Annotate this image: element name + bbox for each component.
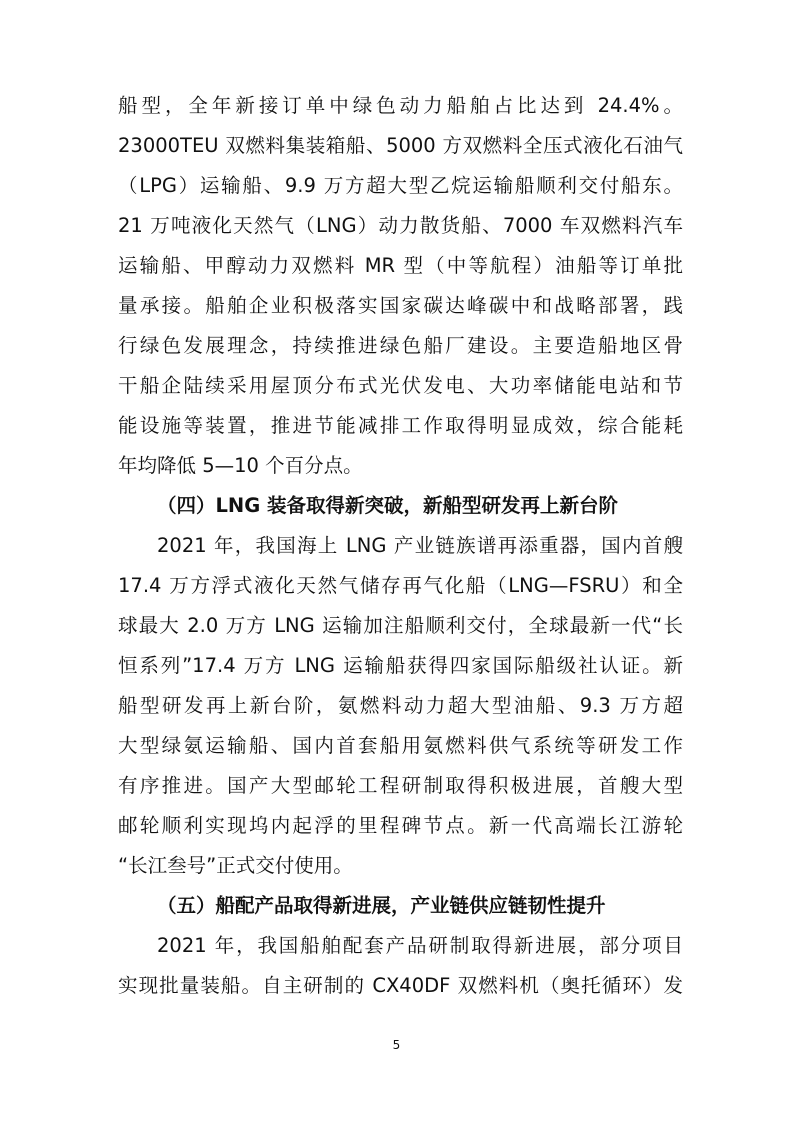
text-line: 大型绿氨运输船、国内首套船用氨燃料供气系统等研发工作 bbox=[118, 734, 683, 757]
text-line: 运输船、甲醇动力双燃料 MR 型（中等航程）油船等订单批 bbox=[118, 254, 683, 277]
text-line: 邮轮顺利实现坞内起浮的里程碑节点。新一代高端长江游轮 bbox=[118, 814, 683, 837]
text-line: 年均降低 5—10 个百分点。 bbox=[118, 454, 363, 477]
text-line: 17.4 万方浮式液化天然气储存再气化船（LNG—FSRU）和全 bbox=[118, 574, 683, 597]
paragraph-2 bbox=[118, 526, 683, 886]
text-line: 行绿色发展理念，持续推进绿色船厂建设。主要造船地区骨 bbox=[118, 334, 683, 357]
text-line: （LPG）运输船、9.9 万方超大型乙烷运输船顺利交付船东。 bbox=[118, 174, 683, 197]
text-line: “长江叁号”正式交付使用。 bbox=[118, 854, 353, 877]
text-line: 球最大 2.0 万方 LNG 运输加注船顺利交付，全球最新一代“长 bbox=[118, 614, 683, 637]
paragraph-3 bbox=[118, 926, 683, 1006]
text-line: 恒系列”17.4 万方 LNG 运输船获得四家国际船级社认证。新 bbox=[118, 654, 683, 677]
text-line: 实现批量装船。自主研制的 CX40DF 双燃料机（奥托循环）发 bbox=[118, 974, 683, 997]
text-line: 能设施等装置，推进节能减排工作取得明显成效，综合能耗 bbox=[118, 414, 683, 437]
text-line: 23000TEU 双燃料集装箱船、5000 方双燃料全压式液化石油气 bbox=[118, 134, 683, 157]
section-heading-5: （五）船配产品取得新进展，产业链供应链韧性提升 bbox=[157, 894, 606, 917]
text-line: 21 万吨液化天然气（LNG）动力散货船、7000 车双燃料汽车 bbox=[118, 214, 683, 237]
text-line: 船型，全年新接订单中绿色动力船舶占比达到 24.4%。 bbox=[118, 94, 683, 117]
section-heading-4: （四）LNG 装备取得新突破，新船型研发再上新台阶 bbox=[157, 494, 619, 517]
text-line: 量承接。船舶企业积极落实国家碳达峰碳中和战略部署，践 bbox=[118, 294, 683, 317]
document-page bbox=[118, 86, 683, 1006]
text-line: 船型研发再上新台阶，氨燃料动力超大型油船、9.3 万方超 bbox=[118, 694, 683, 717]
text-line: 干船企陆续采用屋顶分布式光伏发电、大功率储能电站和节 bbox=[118, 374, 683, 397]
text-line: 有序推进。国产大型邮轮工程研制取得积极进展，首艘大型 bbox=[118, 774, 683, 797]
text-line: 2021 年，我国船舶配套产品研制取得新进展，部分项目 bbox=[157, 934, 683, 957]
text-line: 2021 年，我国海上 LNG 产业链族谱再添重器，国内首艘 bbox=[157, 534, 683, 557]
page-number: 5 bbox=[392, 1038, 401, 1052]
paragraph-1 bbox=[118, 86, 683, 486]
